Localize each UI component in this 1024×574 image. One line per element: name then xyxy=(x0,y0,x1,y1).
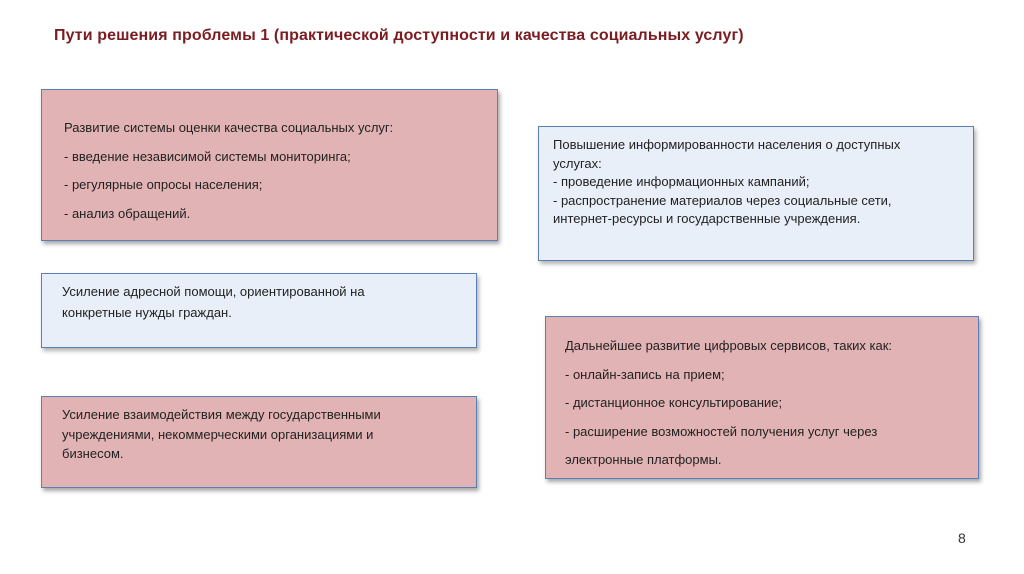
box-line: Повышение информированности населения о доступных xyxy=(553,137,901,152)
box-line: электронные платформы. xyxy=(565,452,722,467)
box-line: - распространение материалов через социальные сети, xyxy=(553,192,892,208)
page-title: Пути решения проблемы 1 (практической доступности и качества социальных услуг) xyxy=(54,27,744,44)
box-line: Усиление адресной помощи, ориентированной на xyxy=(62,284,365,299)
quality-assessment-box xyxy=(41,89,498,241)
targeted-help-box xyxy=(41,273,477,348)
box-line: - дистанционное консультирование; xyxy=(565,395,783,410)
box-line: Усиление взаимодействия между государственными xyxy=(62,407,381,422)
box-line: услугах: xyxy=(553,155,602,171)
box-line: - проведение информационных кампаний; xyxy=(553,174,810,189)
box-line: интернет-ресурсы и государственные учреждения. xyxy=(553,211,861,226)
page-number: 8 xyxy=(958,530,966,546)
digital-services-box xyxy=(545,316,979,479)
box-line: бизнесом. xyxy=(62,446,124,461)
box-line: - анализ обращений. xyxy=(64,205,191,221)
box-line: учреждениями, некоммерческими организациями и xyxy=(62,426,374,442)
box-line: - регулярные опросы населения; xyxy=(64,177,263,192)
cooperation-box xyxy=(41,396,477,488)
box-line: - онлайн-запись на прием; xyxy=(565,366,725,382)
awareness-box xyxy=(538,126,974,261)
box-line: - расширение возможностей получения услуг через xyxy=(565,423,878,439)
box-line: Развитие системы оценки качества социальных услуг: xyxy=(64,120,394,135)
box-line: конкретные нужды граждан. xyxy=(62,304,232,320)
box-line: Дальнейшее развитие цифровых сервисов, таких как: xyxy=(565,338,893,353)
box-line: - введение независимой системы мониторинга; xyxy=(64,148,351,164)
